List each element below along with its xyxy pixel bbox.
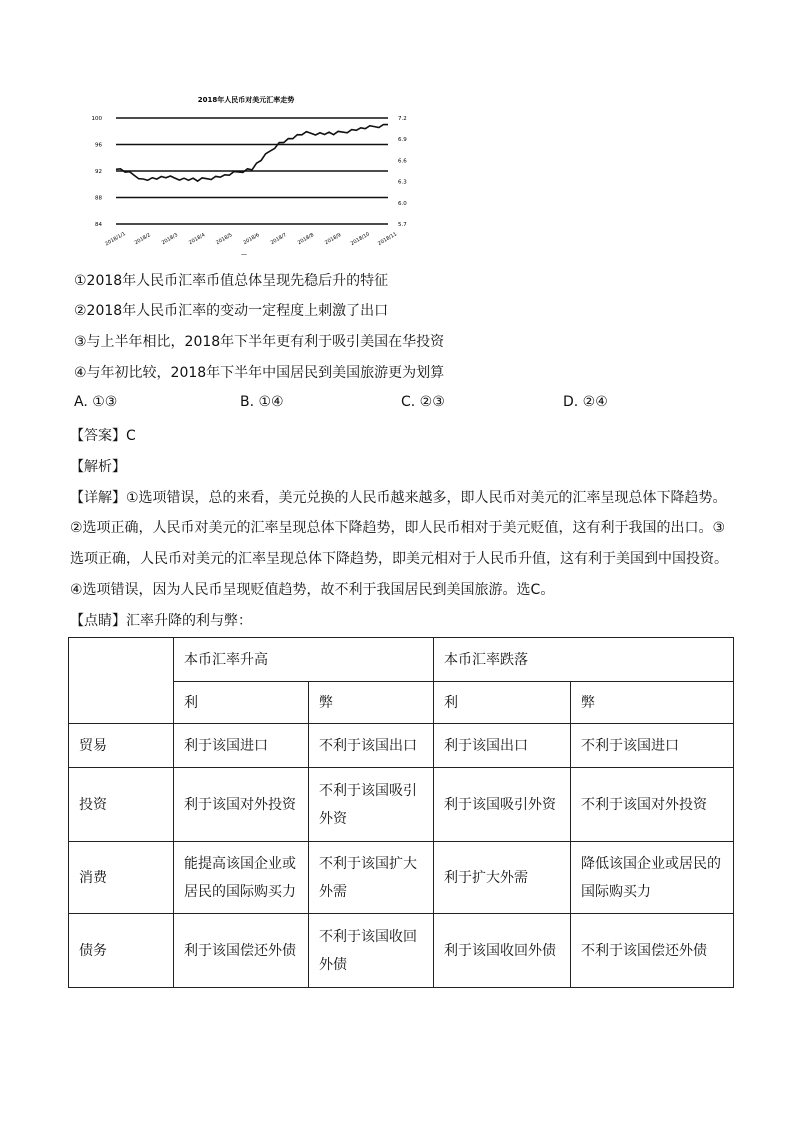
sub-header-pro-2: 利 [434,682,571,724]
option-c: C. ②③ [401,394,445,410]
statement-2: ②2018年人民币汇率的变动一定程度上刺激了出口 [74,303,389,319]
table-row [69,724,734,768]
row-label: 贸易 [69,724,174,768]
x-tick-label: 2018/9 [323,232,343,247]
table-cell: 利于该国出口 [434,724,571,768]
x-axis-ticks [104,231,398,247]
answer-line: 【答案】C [70,428,136,444]
sub-header-con-2: 弊 [571,682,734,724]
chart-svg [86,88,416,258]
table-cell: 不利于该国进口 [571,724,734,768]
table-header-row-1 [69,638,734,682]
table-cell: 不利于该国偿还外债 [571,914,734,988]
detail-line-3: 选项正确，人民币对美元的汇率呈现总体下降趋势，即美元相对于人民币升值，这有利于美国到中国投资。 [70,551,728,567]
table-cell: 不利于该国收回外债 [309,914,434,988]
table-row [69,768,734,842]
right-tick-label: 6.0 [398,200,407,207]
table-cell: 不利于该国扩大外需 [309,842,434,914]
table-row [69,914,734,988]
left-tick-label: 88 [95,195,102,202]
row-label: 消费 [69,842,174,914]
x-tick-label: 2018/6 [242,232,261,247]
table-cell: 利于该国收回外债 [434,914,571,988]
x-tick-label: 2018/11 [377,231,398,247]
table-cell: 利于该国吸引外资 [434,768,571,842]
table-cell: 降低该国企业或居民的国际购买力 [571,842,734,914]
table-cell: 利于该国对外投资 [174,768,309,842]
analysis-heading: 【解析】 [70,459,126,475]
answer-options [74,394,734,414]
left-tick-label: 100 [91,116,102,122]
table-corner-cell [69,638,174,724]
statement-1: ①2018年人民币汇率币值总体呈现先稳后升的特征 [74,273,389,289]
detail-line-2: ②选项正确，人民币对美元的汇率呈现总体下降趋势，即人民币相对于美元贬值，这有利于我国的出口。③ [70,520,726,536]
exchange-rate-chart [86,88,416,258]
right-tick-label: 6.6 [398,158,407,165]
series-line [116,125,388,182]
left-tick-label: 84 [95,222,102,228]
right-tick-label: 5.7 [398,222,407,228]
table-cell: 不利于该国吸引外资 [309,768,434,842]
x-tick-label: 2018/8 [296,232,316,247]
table-cell: 利于该国进口 [174,724,309,768]
row-label: 债务 [69,914,174,988]
sub-header-pro-1: 利 [174,682,309,724]
option-b: B. ①④ [240,394,284,410]
chart-footer-mark: — [241,251,247,258]
x-tick-label: 2018/10 [349,231,371,247]
table-cell: 能提高该国企业或居民的国际购买力 [174,842,309,914]
x-tick-label: 2018/2 [133,232,152,247]
right-tick-label: 6.9 [398,137,407,144]
statement-4: ④与年初比较，2018年下半年中国居民到美国旅游更为划算 [74,365,445,381]
note-line: 【点睛】汇率升降的利与弊： [70,613,252,629]
table-cell: 不利于该国出口 [309,724,434,768]
table-row [69,842,734,914]
right-axis-ticks [398,116,407,228]
left-axis-ticks [92,116,103,228]
detail-line-4: ④选项错误，因为人民币呈现贬值趋势，故不利于我国居民到美国旅游。选C。 [70,582,555,598]
table-cell: 利于该国偿还外债 [174,914,309,988]
statement-3: ③与上半年相比，2018年下半年更有利于吸引美国在华投资 [74,334,445,350]
right-tick-label: 7.2 [398,116,407,122]
x-tick-label: 2018/3 [160,232,180,247]
left-tick-label: 92 [95,169,102,175]
option-a: A. ①③ [74,394,118,410]
table-cell: 不利于该国对外投资 [571,768,734,842]
right-tick-label: 6.3 [398,179,407,186]
detail-line-1: 【详解】①选项错误，总的来看，美元兑换的人民币越来越多，即人民币对美元的汇率呈现总体下降趋势。 [70,490,727,506]
x-tick-label: 2018/4 [187,232,207,247]
row-label: 投资 [69,768,174,842]
header-rate-down: 本币汇率跌落 [434,638,734,682]
left-tick-label: 96 [95,142,102,149]
chart-title: 2018年人民币对美元汇率走势 [197,96,295,104]
chart-gridlines [116,118,388,224]
x-tick-label: 2018/7 [269,232,288,247]
option-d: D. ②④ [563,394,608,410]
pros-cons-table [68,637,734,988]
sub-header-con-1: 弊 [309,682,434,724]
x-tick-label: 2018/5 [215,232,234,247]
header-rate-up: 本币汇率升高 [174,638,434,682]
x-tick-label: 2018/1/1 [104,230,127,248]
table-cell: 利于扩大外需 [434,842,571,914]
